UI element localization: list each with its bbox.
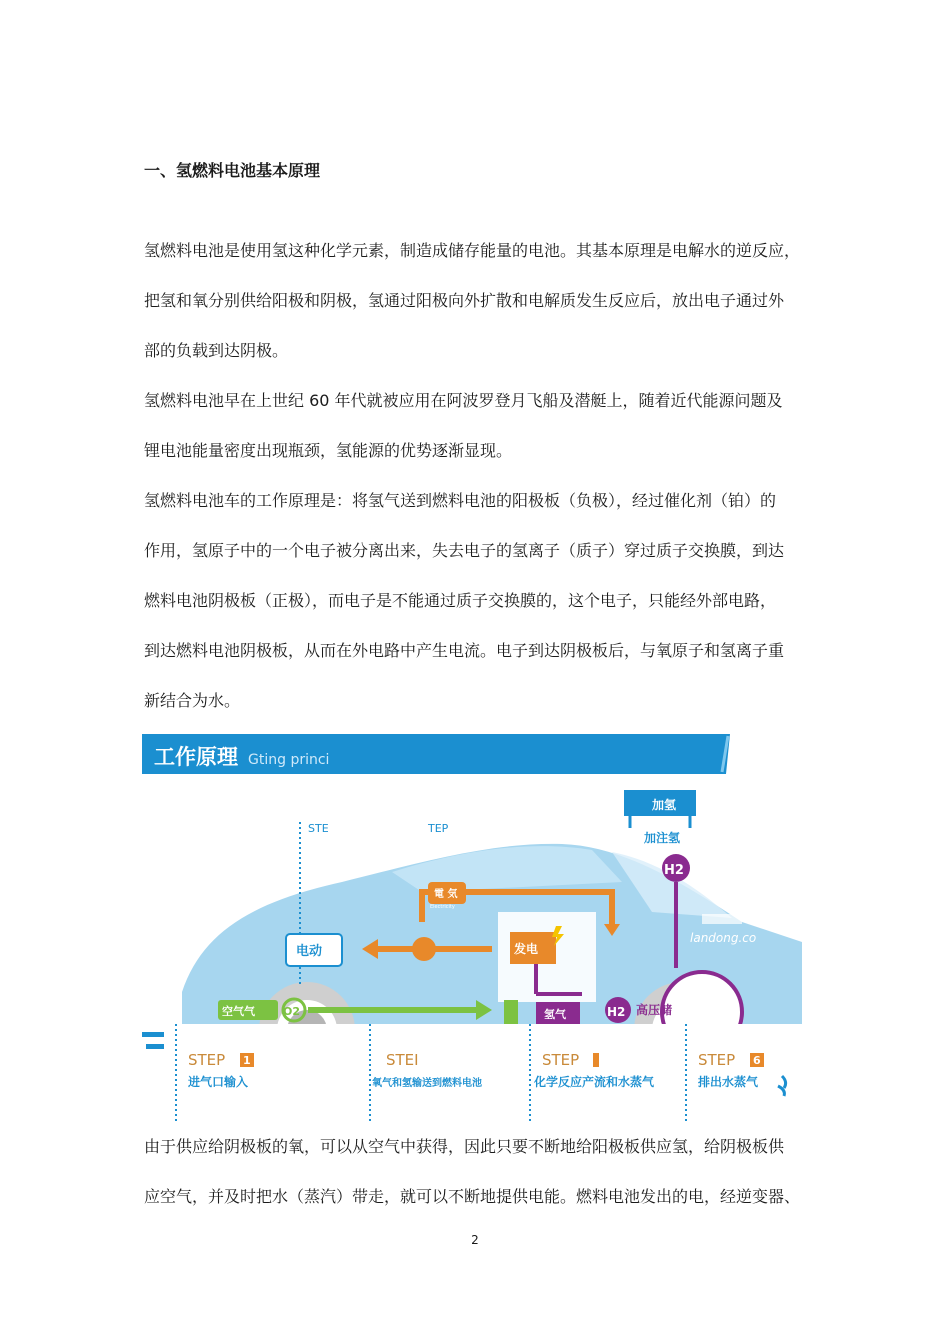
step-6-desc: 排出水蒸气 <box>698 1075 759 1089</box>
text-line: 由于供应给阴极板的氧，可以从空气中获得，因此只要不断地给阳极板供应氢，给阴极板供 <box>144 1137 785 1156</box>
paragraph-principle <box>144 226 814 376</box>
watermark: landong.co <box>690 931 757 945</box>
paragraph-working <box>144 476 814 726</box>
text-line: 锂电池能量密度出现瓶颈，氢能源的优势逐渐显现。 <box>144 441 513 460</box>
paragraph-history <box>144 376 814 476</box>
refuel-box-label: 加氢 <box>652 798 677 812</box>
air-label: 空气气 <box>222 1005 255 1018</box>
step-1-number: 1 <box>243 1054 251 1067</box>
text-line: 新结合为水。 <box>144 691 241 710</box>
text-line: 到达燃料电池阴极板，从而在外电路中产生电流。电子到达阴极板后，与氧原子和氢离子重 <box>144 641 785 660</box>
hydrogen-box-label: 氢气 <box>544 1008 566 1021</box>
step-6-label: STEP <box>698 1051 736 1069</box>
page-number: 2 <box>471 1233 479 1247</box>
step-6-number: 6 <box>753 1054 761 1067</box>
text-line: 氢燃料电池早在上世纪 60 年代就被应用在阿波罗登月飞船及潜艇上，随着近代能源问题及 <box>144 391 783 410</box>
h2-top-label: H2 <box>664 863 684 878</box>
text-line: 把氢和氧分别供给阳极和阴极，氢通过阳极向外扩散和电解质发生反应后，放出电子通过外 <box>144 291 785 310</box>
electricity-label: 電 気 <box>434 889 458 900</box>
text-line: 氢燃料电池车的工作原理是：将氢气送到燃料电池的阳极板（负极），经过催化剂（铂）的 <box>144 491 777 510</box>
electricity-label-en: Electricity <box>430 904 455 910</box>
tank-label: 高压储 <box>636 1003 673 1017</box>
step-1-label: STEP <box>188 1051 226 1069</box>
text-line: 部的负载到达阴极。 <box>144 341 289 360</box>
step-partial-1: STE <box>308 822 329 835</box>
text-line: 作用，氢原子中的一个电子被分离出来，失去电子的氢离子（质子）穿过质子交换膜，到达 <box>144 541 785 560</box>
text-line: 氢燃料电池是使用氢这种化学元素，制造成储存能量的电池。其基本原理是电解水的逆反应， <box>144 241 801 260</box>
generate-label: 发电 <box>514 942 539 956</box>
o2-label: O2 <box>283 1005 301 1018</box>
step-partial-2: TEP <box>428 822 449 835</box>
step-3-desc: 化学反应产流和水蒸气 <box>534 1075 655 1089</box>
motor-label: 电动 <box>296 944 323 959</box>
step-1-desc: 进气口输入 <box>188 1075 249 1089</box>
section-heading: 一、氢燃料电池基本原理 <box>144 161 321 180</box>
figure-subtitle: Gting princi <box>248 752 330 768</box>
h2-tank-label: H2 <box>607 1005 626 1019</box>
text-line: 燃料电池阴极板（正极），而电子是不能通过质子交换膜的，这个电子，只能经外部电路， <box>144 591 777 610</box>
working-principle-figure <box>142 732 818 1128</box>
diagram-svg <box>142 732 818 1128</box>
paragraph-supply <box>144 1122 814 1222</box>
refuel-label: 加注氢 <box>644 831 681 845</box>
text-line: 应空气，并及时把水（蒸汽）带走，就可以不断地提供电能。燃料电池发出的电，经逆变器、 <box>144 1187 801 1206</box>
step-3-label: STEP <box>542 1051 580 1069</box>
step-2-desc: 氧气和氢输送到燃料电池 <box>372 1078 482 1089</box>
figure-title: 工作原理 <box>154 745 238 769</box>
step-2-label: STEI <box>386 1051 419 1069</box>
